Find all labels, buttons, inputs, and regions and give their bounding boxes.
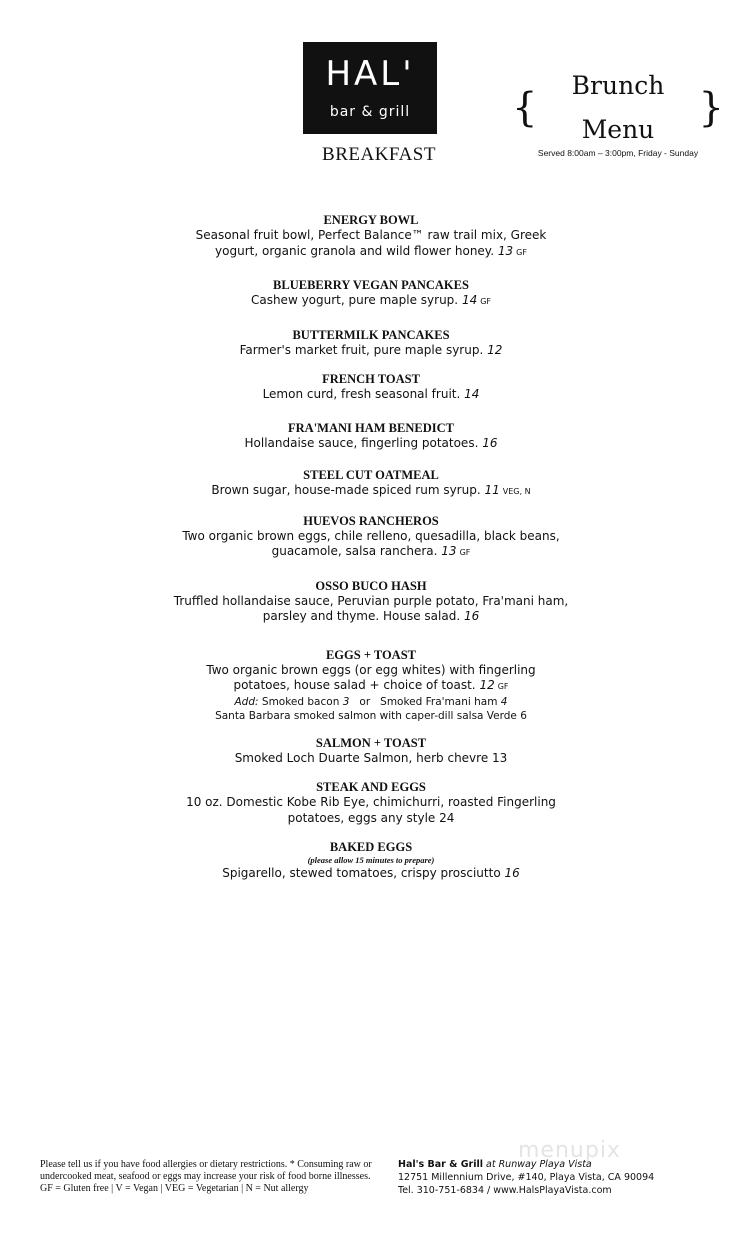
left-brace: { <box>512 85 538 131</box>
prep-note: (please allow 15 minutes to prepare) <box>307 855 435 865</box>
diet-tag: GF <box>516 247 527 257</box>
item-description <box>0 483 742 500</box>
item-price: 12 <box>479 678 495 692</box>
menu-item-buttermilk-pancakes <box>0 327 742 359</box>
item-name: BLUEBERRY VEGAN PANCAKES <box>273 278 469 292</box>
item-description: Smoked Loch Duarte Salmon, herb chevre 13 <box>234 750 508 765</box>
menu-item-ham-benedict <box>0 420 742 452</box>
diet-tag: GF <box>459 548 471 557</box>
item-description <box>0 436 742 452</box>
menu-item-osso-buco-hash <box>0 578 742 625</box>
menu-item-salmon-toast <box>0 735 742 767</box>
allergy-disclaimer <box>40 1159 375 1195</box>
menu-item-huevos-rancheros <box>0 513 742 561</box>
item-description <box>0 544 742 561</box>
item-description <box>0 244 742 261</box>
item-description-text: Hollandaise sauce, fingerling potatoes. <box>244 435 479 450</box>
restaurant-phone-web: Tel. 310-751-6834 / www.HalsPlayaVista.com <box>398 1185 612 1196</box>
item-price: 16 <box>463 609 480 623</box>
add-label: Add: <box>234 695 259 708</box>
item-description <box>0 387 742 403</box>
item-description: Seasonal fruit bowl, Perfect Balance™ raw trail mix, Greek <box>195 228 547 242</box>
item-price: 14 <box>461 293 478 307</box>
restaurant-location: at Runway Playa Vista <box>486 1159 592 1170</box>
service-hours: Served 8:00am – 3:00pm, Friday - Sunday <box>537 148 699 158</box>
item-name: SALMON + TOAST <box>315 735 427 750</box>
item-description <box>0 678 742 695</box>
item-name: FRA'MANI HAM BENEDICT <box>288 420 454 435</box>
diet-tag: GF <box>497 682 509 691</box>
menu-item-energy-bowl <box>0 212 742 260</box>
menu-item-french-toast <box>0 371 742 403</box>
disclaimer-line: undercooked meat, seafood or eggs may increase your risk of food borne illnesses. <box>40 1171 371 1182</box>
diet-legend: GF = Gluten free | V = Vegan | VEG = Vegetarian | N = Nut allergy <box>40 1183 309 1194</box>
menu-item-blueberry-pancakes <box>0 277 742 310</box>
item-name: STEAK AND EGGS <box>316 780 426 794</box>
add-on-price: 4 <box>500 695 508 708</box>
add-on-ham: Smoked Fra'mani ham <box>380 695 498 708</box>
item-price: 13 <box>497 243 514 258</box>
item-description-text: yogurt, organic granola and wild flower honey. <box>215 243 495 258</box>
restaurant-address: 12751 Millennium Drive, #140, Playa Vista, CA 90094 <box>398 1172 655 1183</box>
item-description-text: Cashew yogurt, pure maple syrup. <box>250 293 459 307</box>
item-description: Two organic brown eggs (or egg whites) with fingerling <box>206 662 536 677</box>
item-description <box>0 293 742 310</box>
item-description: Two organic brown eggs, chile relleno, quesadilla, black beans, <box>182 528 560 543</box>
menu-item-steak-eggs <box>0 779 742 826</box>
logo-subtitle: bar & grill <box>329 104 411 120</box>
item-name: STEEL CUT OATMEAL <box>303 468 439 482</box>
item-price: 12 <box>487 342 503 357</box>
menu-item-steel-cut-oatmeal <box>0 467 742 500</box>
item-price: 14 <box>464 387 480 401</box>
item-description-text: Brown sugar, house-made spiced rum syrup. <box>211 483 481 497</box>
item-description: 10 oz. Domestic Kobe Rib Eye, chimichurri, roasted Fingerling <box>186 795 556 809</box>
diet-tag: GF <box>480 297 492 306</box>
section-title: BREAKFAST <box>322 144 436 165</box>
add-on-price: 3 <box>342 695 350 708</box>
item-name: FRENCH TOAST <box>322 372 420 386</box>
item-description-text: potatoes, house salad + choice of toast. <box>233 678 476 692</box>
item-description-text: parsley and thyme. House salad. <box>262 609 461 623</box>
restaurant-contact <box>398 1158 738 1197</box>
item-name: OSSO BUCO HASH <box>315 578 427 593</box>
restaurant-name: Hal's Bar & Grill <box>398 1159 483 1170</box>
watermark: menupix <box>518 1138 621 1163</box>
item-description <box>0 343 742 359</box>
item-description-text: guacamole, salsa ranchera. <box>271 544 438 558</box>
item-price: 16 <box>482 435 498 450</box>
menu-title: Brunch Menu <box>571 71 665 144</box>
item-description <box>0 866 742 882</box>
menu-list <box>0 212 742 882</box>
item-price: 13 <box>441 544 457 558</box>
add-on-salmon: Santa Barbara smoked salmon with caper-dill salsa Verde 6 <box>215 709 527 722</box>
menu-item-baked-eggs <box>0 839 742 882</box>
item-name: BAKED EGGS <box>329 840 413 854</box>
logo-wordmark: HAL' <box>325 54 415 94</box>
add-on-bacon: Smoked bacon <box>261 695 340 708</box>
item-description: potatoes, eggs any style 24 <box>287 810 455 825</box>
item-name: BUTTERMILK PANCAKES <box>292 327 450 342</box>
item-name: EGGS + TOAST <box>325 647 417 662</box>
item-price: 11 <box>484 483 500 497</box>
restaurant-logo <box>303 42 437 134</box>
add-on-options <box>0 695 742 709</box>
add-on-or: or <box>359 695 371 708</box>
item-description-text: Farmer's market fruit, pure maple syrup. <box>239 342 484 357</box>
menu-item-eggs-toast <box>0 647 742 723</box>
item-description <box>0 609 742 625</box>
item-description-text: Lemon curd, fresh seasonal fruit. <box>262 387 461 401</box>
diet-tag: VEG, N <box>502 487 531 496</box>
item-name: ENERGY BOWL <box>323 213 419 227</box>
item-description-text: Spigarello, stewed tomatoes, crispy prosciutto <box>222 866 501 880</box>
item-price: 16 <box>504 866 520 880</box>
restaurant-name-line <box>398 1158 738 1171</box>
item-description: Truffled hollandaise sauce, Peruvian purple potato, Fra'mani ham, <box>173 593 569 608</box>
disclaimer-line: Please tell us if you have food allergies or dietary restrictions. * Consuming raw or <box>40 1159 372 1170</box>
item-name: HUEVOS RANCHEROS <box>303 513 439 528</box>
right-brace: } <box>698 85 724 131</box>
